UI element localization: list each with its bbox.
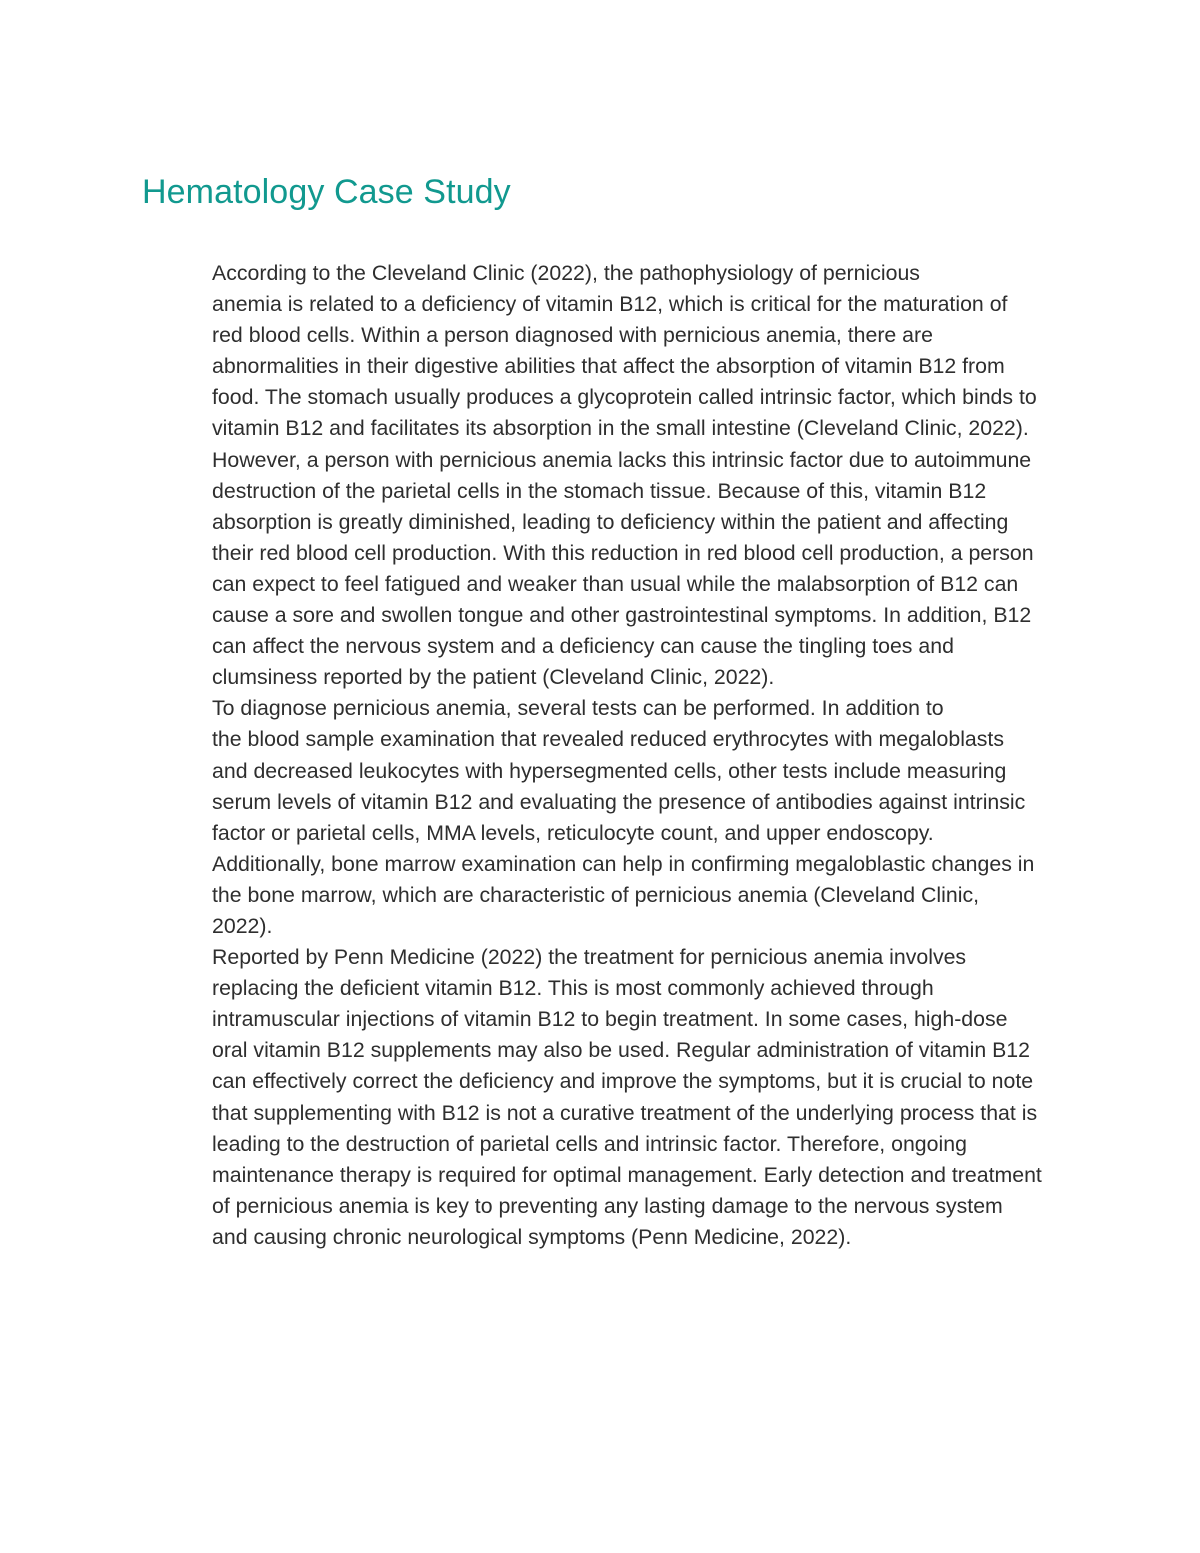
paragraph-line: intramuscular injections of vitamin B12 to begin treatment. In some cases, high-dose xyxy=(212,1007,1008,1032)
paragraph-line: destruction of the parietal cells in the stomach tissue. Because of this, vitamin B12 xyxy=(212,478,987,503)
paragraph xyxy=(142,942,1072,1253)
paragraph-line: abnormalities in their digestive abilities that affect the absorption of vitamin B12 from xyxy=(212,354,1005,379)
paragraph xyxy=(142,258,1072,693)
paragraph-line: oral vitamin B12 supplements may also be used. Regular administration of vitamin B12 xyxy=(212,1038,1030,1063)
paragraph-line: anemia is related to a deficiency of vitamin B12, which is critical for the maturation of xyxy=(212,292,1008,317)
paragraph-line: To diagnose pernicious anemia, several tests can be performed. In addition to xyxy=(212,696,944,721)
paragraph-line: food. The stomach usually produces a glycoprotein called intrinsic factor, which binds to xyxy=(212,385,1037,410)
paragraph-line: leading to the destruction of parietal cells and intrinsic factor. Therefore, ongoing xyxy=(212,1131,967,1156)
paragraph-line: 2022). xyxy=(212,913,273,938)
paragraph-line: clumsiness reported by the patient (Cleveland Clinic, 2022). xyxy=(212,665,775,690)
paragraph-line: their red blood cell production. With this reduction in red blood cell production, a person xyxy=(212,540,1034,565)
document-body xyxy=(142,258,1072,1253)
paragraph-line: of pernicious anemia is key to preventing any lasting damage to the nervous system xyxy=(212,1193,1003,1218)
paragraph-line: can affect the nervous system and a deficiency can cause the tingling toes and xyxy=(212,634,954,659)
paragraph-line: serum levels of vitamin B12 and evaluating the presence of antibodies against intrinsic xyxy=(212,789,1026,814)
paragraph-line: can expect to feel fatigued and weaker than usual while the malabsorption of B12 can xyxy=(212,571,1019,596)
paragraph-line: factor or parietal cells, MMA levels, reticulocyte count, and upper endoscopy. xyxy=(212,820,934,845)
document-title: Hematology Case Study xyxy=(142,173,511,211)
paragraph-line: Additionally, bone marrow examination can help in confirming megaloblastic changes in xyxy=(212,851,1035,876)
paragraph-line: absorption is greatly diminished, leading to deficiency within the patient and affecting xyxy=(212,509,1009,534)
paragraph-line: However, a person with pernicious anemia lacks this intrinsic factor due to autoimmune xyxy=(212,447,1032,472)
paragraph-line: Reported by Penn Medicine (2022) the treatment for pernicious anemia involves xyxy=(212,945,967,970)
paragraph-line: can effectively correct the deficiency and improve the symptoms, but it is crucial to note xyxy=(212,1069,1034,1094)
paragraph-line: maintenance therapy is required for optimal management. Early detection and treatment xyxy=(212,1162,1042,1187)
paragraph-line: that supplementing with B12 is not a curative treatment of the underlying process that is xyxy=(212,1100,1038,1125)
paragraph-line: the bone marrow, which are characteristic of pernicious anemia (Cleveland Clinic, xyxy=(212,882,980,907)
paragraph xyxy=(142,693,1072,942)
paragraph-line: and causing chronic neurological symptoms (Penn Medicine, 2022). xyxy=(212,1224,852,1249)
paragraph-line: and decreased leukocytes with hypersegmented cells, other tests include measuring xyxy=(212,758,1007,783)
paragraph-line: vitamin B12 and facilitates its absorption in the small intestine (Cleveland Clinic, 2022). xyxy=(212,416,1029,441)
paragraph-line: red blood cells. Within a person diagnosed with pernicious anemia, there are xyxy=(212,323,933,348)
paragraph-line: According to the Cleveland Clinic (2022), the pathophysiology of pernicious xyxy=(212,261,920,285)
paragraph-line: cause a sore and swollen tongue and other gastrointestinal symptoms. In addition, B12 xyxy=(212,603,1032,628)
paragraph-line: replacing the deficient vitamin B12. This is most commonly achieved through xyxy=(212,976,934,1001)
paragraph-line: the blood sample examination that revealed reduced erythrocytes with megaloblasts xyxy=(212,727,1004,752)
